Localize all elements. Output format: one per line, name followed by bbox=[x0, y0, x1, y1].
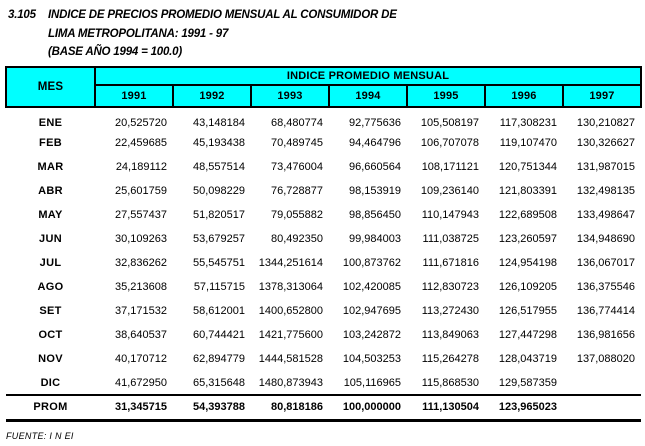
column-header-mes: MES bbox=[6, 67, 95, 107]
value-cell-jun-1991: 30,109263 bbox=[115, 233, 167, 245]
value-cell-nov-1992: 62,894779 bbox=[193, 353, 245, 365]
value-cell-abr-1993: 76,728877 bbox=[271, 185, 323, 197]
value-cell-jul-1994: 100,873762 bbox=[342, 257, 401, 269]
value-cell-prom-1994: 100,000000 bbox=[329, 395, 407, 420]
value-cell-ago-1996: 126,109205 bbox=[498, 281, 557, 293]
column-header-year-1995: 1995 bbox=[407, 85, 485, 107]
value-cell-mar-1995: 108,171121 bbox=[421, 161, 479, 173]
value-cell-prom-1997 bbox=[563, 395, 641, 420]
table-row-ene bbox=[6, 107, 641, 131]
value-cell-mar-1993: 73,476004 bbox=[271, 161, 323, 173]
value-cell-dic-1992: 65,315648 bbox=[193, 376, 245, 389]
row-label-jun: JUN bbox=[39, 233, 62, 245]
value-cell-dic-1997 bbox=[563, 371, 641, 395]
value-cell-abr-1994: 98,153919 bbox=[349, 185, 401, 197]
table-row-may bbox=[6, 203, 641, 227]
value-cell-dic-1996: 129,587359 bbox=[498, 376, 557, 389]
value-cell-ago-1995: 112,830723 bbox=[421, 281, 479, 293]
column-header-year-1997: 1997 bbox=[563, 85, 641, 107]
value-cell-may-1992: 51,820517 bbox=[193, 209, 245, 221]
value-cell-abr-1996: 121,803391 bbox=[498, 185, 557, 197]
value-cell-oct-1992: 60,744421 bbox=[193, 329, 245, 341]
row-label-ene: ENE bbox=[38, 117, 63, 129]
value-cell-dic-1991: 41,672950 bbox=[115, 376, 167, 389]
value-cell-nov-1991: 40,170712 bbox=[115, 353, 167, 365]
year-header-row bbox=[6, 85, 641, 107]
row-label-ago: AGO bbox=[37, 281, 64, 293]
value-cell-jul-1997: 136,067017 bbox=[576, 257, 635, 269]
row-label-jul: JUL bbox=[39, 257, 62, 269]
column-header-year-1991: 1991 bbox=[95, 85, 173, 107]
value-cell-set-1995: 113,272430 bbox=[421, 305, 479, 317]
table-row-jul bbox=[6, 251, 641, 275]
table-header bbox=[6, 67, 641, 107]
value-cell-jul-1995: 111,671816 bbox=[422, 257, 479, 269]
value-cell-abr-1997: 132,498135 bbox=[576, 185, 635, 197]
value-cell-ene-1993: 68,480774 bbox=[271, 117, 323, 129]
value-cell-abr-1991: 25,601759 bbox=[115, 185, 167, 197]
value-cell-prom-1996: 123,965023 bbox=[485, 395, 563, 420]
price-index-table bbox=[5, 66, 642, 422]
value-cell-mar-1992: 48,557514 bbox=[193, 161, 245, 173]
value-cell-jul-1996: 124,954198 bbox=[498, 257, 557, 269]
value-cell-set-1991: 37,171532 bbox=[115, 305, 167, 317]
value-cell-ene-1991: 20,525720 bbox=[115, 117, 167, 129]
value-cell-dic-1994: 105,116965 bbox=[343, 376, 401, 389]
value-cell-nov-1993: 1444,581528 bbox=[258, 353, 323, 365]
value-cell-ene-1995: 105,508197 bbox=[420, 117, 479, 129]
value-cell-oct-1995: 113,849063 bbox=[421, 329, 479, 341]
value-cell-mar-1991: 24,189112 bbox=[115, 161, 167, 173]
table-row-abr bbox=[6, 179, 641, 203]
row-label-dic: DIC bbox=[40, 376, 61, 389]
value-cell-oct-1993: 1421,775600 bbox=[258, 329, 323, 341]
group-header-row bbox=[6, 67, 641, 85]
value-cell-feb-1992: 45,193438 bbox=[193, 137, 245, 149]
value-cell-jun-1997: 134,948690 bbox=[576, 233, 635, 245]
value-cell-prom-1995: 111,130504 bbox=[407, 395, 485, 420]
value-cell-ene-1992: 43,148184 bbox=[193, 117, 245, 129]
value-cell-ago-1993: 1378,313064 bbox=[258, 281, 323, 293]
value-cell-set-1997: 136,774414 bbox=[576, 305, 635, 317]
table-row-feb bbox=[6, 131, 641, 155]
value-cell-oct-1994: 103,242872 bbox=[342, 329, 401, 341]
value-cell-feb-1991: 22,459685 bbox=[115, 137, 167, 149]
table-row-oct bbox=[6, 323, 641, 347]
value-cell-dic-1993: 1480,873943 bbox=[258, 376, 323, 389]
table-row-nov bbox=[6, 347, 641, 371]
value-cell-oct-1996: 127,447298 bbox=[498, 329, 557, 341]
value-cell-ene-1997: 130,210827 bbox=[576, 117, 635, 129]
title-block bbox=[8, 6, 397, 62]
table-row-set bbox=[6, 299, 641, 323]
source-note: FUENTE: I N EI bbox=[6, 431, 74, 441]
value-cell-ago-1992: 57,115715 bbox=[193, 281, 245, 293]
value-cell-oct-1991: 38,640537 bbox=[115, 329, 167, 341]
value-cell-dic-1995: 115,868530 bbox=[421, 376, 479, 389]
title-line-2: LIMA METROPOLITANA: 1991 - 97 bbox=[48, 27, 229, 40]
value-cell-set-1992: 58,612001 bbox=[193, 305, 245, 317]
value-cell-may-1994: 98,856450 bbox=[349, 209, 401, 221]
table-row-mar bbox=[6, 155, 641, 179]
column-header-year-1993: 1993 bbox=[251, 85, 329, 107]
column-header-group: INDICE PROMEDIO MENSUAL bbox=[95, 67, 641, 85]
value-cell-nov-1995: 115,264278 bbox=[421, 353, 479, 365]
value-cell-prom-1993: 80,818186 bbox=[251, 395, 329, 420]
value-cell-jul-1992: 55,545751 bbox=[193, 257, 245, 269]
value-cell-set-1993: 1400,652800 bbox=[258, 305, 323, 317]
value-cell-mar-1997: 131,987015 bbox=[576, 161, 635, 173]
value-cell-jun-1993: 80,492350 bbox=[271, 233, 323, 245]
column-header-year-1994: 1994 bbox=[329, 85, 407, 107]
value-cell-feb-1994: 94,464796 bbox=[349, 137, 401, 149]
value-cell-oct-1997: 136,981656 bbox=[576, 329, 635, 341]
table-row-dic bbox=[6, 371, 641, 395]
row-label-set: SET bbox=[39, 305, 62, 317]
value-cell-may-1996: 122,689508 bbox=[498, 209, 557, 221]
value-cell-mar-1994: 96,660564 bbox=[349, 161, 401, 173]
row-label-mar: MAR bbox=[37, 161, 64, 173]
table-row-prom bbox=[6, 395, 641, 420]
value-cell-feb-1997: 130,326627 bbox=[576, 137, 635, 149]
row-label-prom: PROM bbox=[6, 395, 95, 420]
value-cell-prom-1991: 31,345715 bbox=[95, 395, 173, 420]
table-body bbox=[6, 107, 641, 420]
value-cell-ene-1996: 117,308231 bbox=[499, 117, 557, 129]
value-cell-ago-1994: 102,420085 bbox=[342, 281, 401, 293]
value-cell-may-1997: 133,498647 bbox=[576, 209, 635, 221]
row-label-feb: FEB bbox=[39, 137, 62, 149]
value-cell-prom-1992: 54,393788 bbox=[173, 395, 251, 420]
row-label-abr: ABR bbox=[38, 185, 63, 197]
row-label-oct: OCT bbox=[38, 329, 63, 341]
value-cell-abr-1992: 50,098229 bbox=[193, 185, 245, 197]
value-cell-jun-1996: 123,260597 bbox=[498, 233, 557, 245]
value-cell-jul-1993: 1344,251614 bbox=[258, 257, 323, 269]
title-line-3: (BASE AÑO 1994 = 100.0) bbox=[48, 46, 182, 58]
value-cell-set-1996: 126,517955 bbox=[498, 305, 557, 317]
value-cell-jun-1994: 99,984003 bbox=[349, 233, 401, 245]
value-cell-mar-1996: 120,751344 bbox=[498, 161, 557, 173]
value-cell-abr-1995: 109,236140 bbox=[420, 185, 479, 197]
figure-number: 3.105 bbox=[8, 9, 36, 21]
value-cell-feb-1995: 106,707078 bbox=[420, 137, 479, 149]
page-title bbox=[48, 6, 397, 62]
value-cell-may-1995: 110,147943 bbox=[421, 209, 479, 221]
value-cell-may-1991: 27,557437 bbox=[115, 209, 167, 221]
value-cell-nov-1996: 128,043719 bbox=[498, 353, 557, 365]
value-cell-nov-1997: 137,088020 bbox=[576, 353, 635, 365]
value-cell-ago-1991: 35,213608 bbox=[115, 281, 167, 293]
row-label-may: MAY bbox=[38, 209, 63, 221]
column-header-year-1992: 1992 bbox=[173, 85, 251, 107]
column-header-year-1996: 1996 bbox=[485, 85, 563, 107]
value-cell-jun-1992: 53,679257 bbox=[193, 233, 245, 245]
table-row-ago bbox=[6, 275, 641, 299]
title-line-1: INDICE DE PRECIOS PROMEDIO MENSUAL AL CONSUMIDOR DE bbox=[48, 9, 397, 21]
value-cell-jun-1995: 111,038725 bbox=[422, 233, 479, 245]
table-row-jun bbox=[6, 227, 641, 251]
value-cell-ene-1994: 92,775636 bbox=[349, 117, 401, 129]
row-label-nov: NOV bbox=[38, 353, 63, 365]
value-cell-set-1994: 102,947695 bbox=[342, 305, 401, 317]
value-cell-feb-1993: 70,489745 bbox=[271, 137, 323, 149]
value-cell-feb-1996: 119,107470 bbox=[499, 137, 557, 149]
value-cell-may-1993: 79,055882 bbox=[271, 209, 323, 221]
value-cell-ago-1997: 136,375546 bbox=[576, 281, 635, 293]
value-cell-jul-1991: 32,836262 bbox=[115, 257, 167, 269]
value-cell-nov-1994: 104,503253 bbox=[342, 353, 401, 365]
